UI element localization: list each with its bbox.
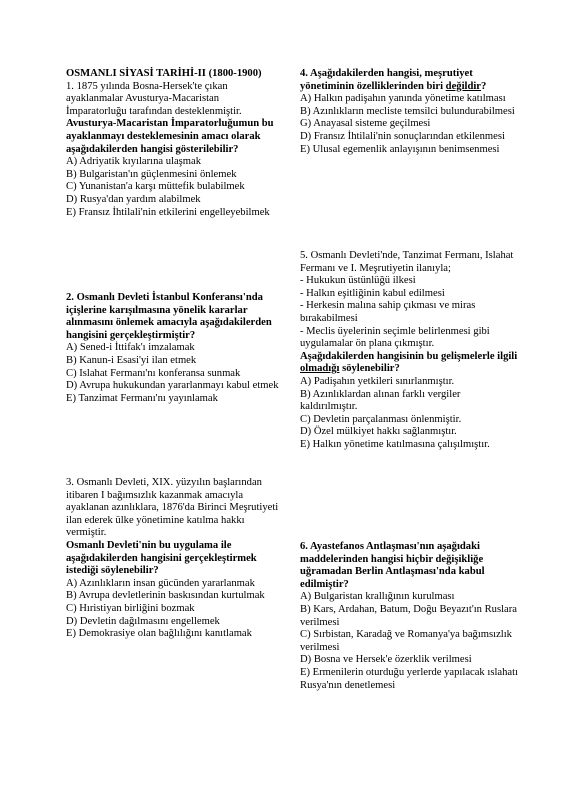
q1-option-a: A) Adriyatik kıyılarına ulaşmak xyxy=(66,156,202,168)
q3-option-b: B) Avrupa devletlerinin baskısından kurtulmak xyxy=(66,590,265,602)
q6-option-b: B) Kars, Ardahan, Batum, Doğu Beyazıt'ın Ruslara verilmesi xyxy=(300,603,517,628)
q4-option-e: E) Ulusal egemenlik anlayışının benimsenmesi xyxy=(300,143,500,155)
q2-option-c: C) Islahat Fermanı'nı konferansa sunmak xyxy=(66,367,241,379)
q5-bullet-4: - Meclis üyelerinin seçimle belirlenmesi gibi uygulamalar ön plana çıkmıştır. xyxy=(300,325,490,350)
q4-option-a: A) Halkın padişahın yanında yönetime katılması xyxy=(300,93,506,105)
q2-option-a: A) Sened-i İttifak'ı imzalamak xyxy=(66,342,195,354)
question-6-block xyxy=(300,541,520,692)
q5-prompt xyxy=(300,351,520,376)
question-5-block xyxy=(300,250,520,452)
q6-prompt: 6. Ayastefanos Antlaşması'nın aşağıdaki maddelerinden hangisi hiçbir değişikliğe uğramadan Berlin Antlaşması'nda kabul edilmiştir? xyxy=(300,541,485,590)
q4-prompt-start: 4. Aşağıdakilerden hangisi, meşrutiyet yönetiminin özelliklerinden biri xyxy=(300,68,473,92)
q3-prompt: Osmanlı Devleti'nin bu uygulama ile aşağıdakilerden hangisini gerçekleştirmek istediği söylenebilir? xyxy=(66,539,257,577)
q2-prompt: 2. Osmanlı Devleti İstanbul Konferansı'nda içişlerine karışılmasına yönelik kararlar alınmasını önlemek amacıyla aşağıdakilerden hangisini gerçekleştirmiştir? xyxy=(66,292,272,341)
q1-prompt: Avusturya-Macaristan İmparatorluğumun bu ayaklanmayı desteklemesinin amacı olarak aşağıdakilerden hangisi gösterilebilir? xyxy=(66,118,274,155)
q3-option-a: A) Azınlıkların insan gücünden yararlanmak xyxy=(66,577,255,589)
q5-option-e: E) Halkın yönetime katılmasına çalışılmıştır. xyxy=(300,438,490,450)
q5-bullet-1: - Hukukun üstünlüğü ilkesi xyxy=(300,275,416,287)
question-4-block xyxy=(300,68,520,156)
q1-option-b: B) Bulgaristan'ın güçlenmesini önlemek xyxy=(66,168,237,180)
q5-prompt-end: söylenebilir? xyxy=(339,363,400,375)
q5-stem: 5. Osmanlı Devleti'nde, Tanzimat Fermanı, Islahat Fermanı ve I. Meşrutiyetin ilanıyla; xyxy=(300,250,514,274)
q6-option-a: A) Bulgaristan krallığının kurulması xyxy=(300,591,455,603)
q4-option-d: D) Fransız İhtilali'nin sonuçlarından etkilenmesi xyxy=(300,130,505,142)
q5-option-b: B) Azınlıklardan alınan farklı vergiler kaldırılmıştır. xyxy=(300,388,461,413)
q4-prompt-end: ? xyxy=(481,80,487,92)
q6-option-d: D) Bosna ve Hersek'e özerklik verilmesi xyxy=(300,654,472,666)
q3-option-d: D) Devletin dağılmasını engellemek xyxy=(66,615,220,627)
q6-option-e: E) Ermenilerin oturduğu yerlerde yapılacak ıslahatı Rusya'nın denetlemesi xyxy=(300,666,518,691)
page-title: OSMANLI SİYASİ TARİHİ-II (1800-1900) xyxy=(66,68,262,79)
q6-option-c: C) Sırbistan, Karadağ ve Romanya'ya bağımsızlık verilmesi xyxy=(300,629,512,653)
q5-option-a: A) Padişahın yetkileri sınırlanmıştır. xyxy=(300,375,455,387)
q2-option-e: E) Tanzimat Fermanı'nı yayınlamak xyxy=(66,392,218,404)
q4-option-b: B) Azınlıkların mecliste temsilci bulundurabilmesi G) Anayasal sisteme geçilmesi xyxy=(300,105,515,130)
q1-option-c: C) Yunanistan'a karşı müttefik bulabilmek xyxy=(66,181,245,193)
q5-option-c: C) Devletin parçalanması önlenmiştir. xyxy=(300,413,462,425)
q3-option-c: C) Hıristiyan birliğini bozmak xyxy=(66,602,195,614)
q5-bullet-2: - Halkın eşitliğinin kabul edilmesi xyxy=(300,287,445,299)
q4-prompt xyxy=(300,68,520,93)
q2-option-d: D) Avrupa hukukundan yararlanmayı kabul etmek xyxy=(66,380,279,392)
question-1-block xyxy=(66,68,280,219)
q5-option-d: D) Özel mülkiyet hakkı sağlanmıştır. xyxy=(300,426,457,438)
q5-bullet-3: - Herkesin malına sahip çıkması ve miras bırakabilmesi xyxy=(300,300,476,324)
q3-stem: 3. Osmanlı Devleti, XIX. yüzyılın başlarından itibaren I bağımsızlık kazanmak amacıyla ayaklanan azınlıklara, 1876'da Birinci Meşrutiyeti ilan ederek ülke yönetimine katılma hakkı vermiştir. xyxy=(66,477,279,539)
question-3-block xyxy=(66,477,280,641)
q4-prompt-underlined: değildir xyxy=(445,80,481,92)
q2-option-b: B) Kanun-i Esasi'yi ilan etmek xyxy=(66,354,197,366)
q1-option-e: E) Fransız İhtilali'nin etkilerini engelleyebilmek xyxy=(66,206,270,218)
q3-option-e: E) Demokrasiye olan bağlılığını kanıtlamak xyxy=(66,628,252,640)
q5-prompt-start: Aşağıdakilerden hangisinin bu gelişmelerle ilgili xyxy=(300,350,518,362)
q1-option-d: D) Rusya'dan yardım alabilmek xyxy=(66,193,201,205)
q5-prompt-underlined: olmadığı xyxy=(300,363,340,375)
question-2-block xyxy=(66,292,280,405)
q1-stem: 1. 1875 yılında Bosna-Hersek'te çıkan ayaklanmalar Avusturya-Macaristan İmparatorluğu tarafından desteklenmiştir. xyxy=(66,80,242,117)
